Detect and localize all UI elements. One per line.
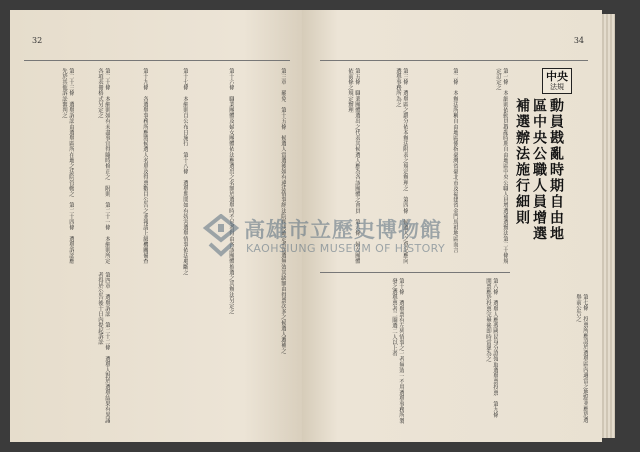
right-page-number: 34: [573, 36, 584, 45]
text-column: 第五條 職業團體選出之代表其候選人應為各該團體之會員 第六條 婦女團體依前條之規定辦理: [347, 68, 360, 264]
text-column: 第四章 選舉訴訟 第二十二條 選舉人對於選舉結果有異議者得於公告後十日內提起訴訟: [97, 272, 110, 424]
text-column: 第十七條 本細則自公布日施行 第十八條 選舉期間如有妨害選舉情事依法處斷之: [182, 68, 188, 276]
text-column: 第二十條 本細則如有未盡事宜得隨時修正之 附則 第二十一條 本細則所定各項表冊格式另定之: [97, 68, 110, 264]
text-column: 第十條 選舉票有左列情事之一者無效一不用選舉事務所製發之選舉票者二圈選二人以上者: [391, 278, 404, 424]
category-badge: [542, 68, 572, 94]
museum-logo-icon: [202, 214, 240, 258]
top-rule: [24, 60, 290, 61]
document-title-line: 補選辦法施行細則: [514, 98, 530, 226]
document-title-line: 區中央公職人員增選: [531, 98, 547, 242]
left-page-number: 32: [32, 36, 43, 45]
text-column: 第三章 罷免 第十五條 候選人當選後如有違法情事經法院判決確定者當選無效其缺額由得票次多之候選人遞補之: [280, 68, 286, 354]
text-column: 第二十三條 選舉訴訟由選舉區所在地之法院管轄之 第二十四條 選舉訴訟應先於其他訴訟審判之: [61, 68, 74, 264]
text-column: 第一條 本細則依動員戡亂時期自由地區中央公職人員增選補選辦法第二十條規定訂定之: [495, 68, 508, 264]
text-column: 第十六條 職業團體及婦女團體依法應選出之名額於選舉時不足者得由各該團體推選之其辦法另定之: [228, 68, 234, 315]
top-rule: [320, 60, 588, 61]
badge-line-1: 中央: [546, 70, 568, 83]
text-column: 第三條 選舉區之劃分依本辦法附表之規定辦理之 第四條 候選人之登記應向選舉事務所為之: [395, 68, 408, 264]
text-column: 第七條 投票所應設於選舉區內適當之地點並應於選舉前公告之: [575, 294, 588, 423]
section-rule: [320, 272, 510, 273]
badge-line-2: 法規: [550, 83, 564, 91]
watermark-title: 高雄市立歷史博物館: [244, 218, 442, 242]
museum-watermark: [202, 214, 462, 262]
document-spread: [10, 10, 615, 442]
text-column: 第八條 選舉人應憑國民身分證領取選舉票投票 第九條 開票應於投票完畢後即時當眾為之: [485, 278, 498, 424]
page-stack-edge: [602, 14, 615, 438]
text-column: 第二條 本辦法所稱自由地區係指臺灣省臺北市及福建省金門馬祖地區而言: [452, 68, 458, 253]
watermark-subtitle: KAOHSIUNG MUSEUM OF HISTORY: [246, 242, 446, 255]
document-title-line: 動員戡亂時期自由地: [548, 98, 564, 242]
text-column: 第十九條 各選舉事務所應將候選人名單及得票數目公告之並報請上級機關備查: [142, 68, 148, 264]
